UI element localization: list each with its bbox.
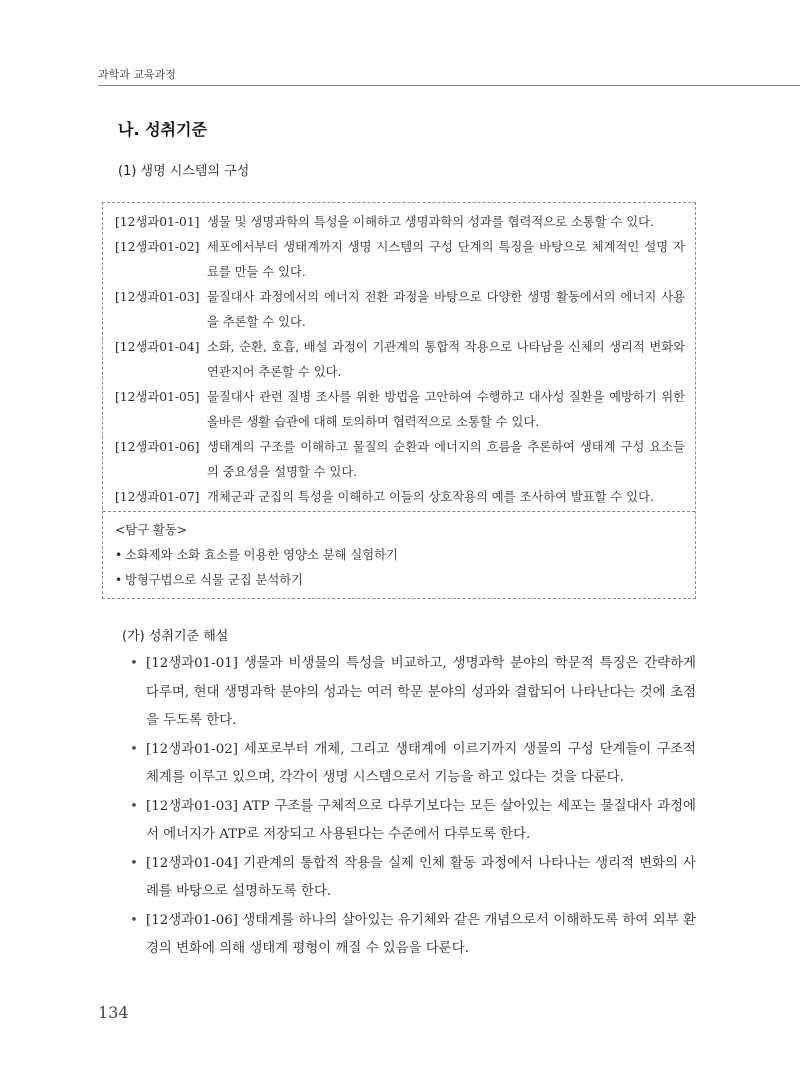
explanation-text: [12생과01-03] ATP 구조를 구체적으로 다루기보다는 모든 살아있는 세포는 물질대사 과정에서 에너지가 ATP로 저장되고 사용된다는 수준에서 다루도록 한다.: [146, 798, 696, 842]
inquiry-activities: [115, 518, 685, 593]
standard-item: [115, 235, 685, 285]
explanation-text: [12생과01-06] 생태계를 하나의 살아있는 유기체와 같은 개념으로서 이해하도록 하여 외부 환경의 변화에 의해 생태계 평형이 깨질 수 있음을 다룬다.: [146, 912, 696, 956]
bullet-icon: •: [130, 741, 138, 757]
explanation-item: [130, 650, 696, 736]
standard-code: [12생과01-01]: [115, 215, 200, 229]
standard-text: 생태계의 구조를 이해하고 물질의 순환과 에너지의 흐름을 추론하여 생태계 구성 요소들의 중요성을 설명할 수 있다.: [207, 440, 685, 479]
standard-item: [115, 285, 685, 335]
explanation-text: [12생과01-01] 생물과 비생물의 특성을 비교하고, 생명과학 분야의 학문적 특징은 간략하게 다루며, 현대 생명과학 분야의 성과는 여러 학문 분야의 성과와 결합되어 나타난다는 것에 초점을 두도록 한다.: [146, 656, 696, 728]
bullet-icon: •: [115, 548, 123, 562]
bullet-icon: •: [130, 912, 138, 928]
standard-item: [115, 385, 685, 435]
inquiry-title: <탐구 활동>: [115, 523, 188, 537]
standard-text: 세포에서부터 생태계까지 생명 시스템의 구성 단계의 특징을 바탕으로 체계적인 설명 자료를 만들 수 있다.: [207, 240, 685, 279]
explanation-list: [130, 650, 696, 964]
standard-item: [115, 485, 685, 510]
bullet-icon: •: [130, 656, 138, 671]
standard-text: 생물 및 생명과학의 특성을 이해하고 생명과학의 성과를 협력적으로 소통할 수 있다.: [207, 215, 654, 229]
standard-code: [12생과01-06]: [115, 440, 200, 454]
subsection-title: (1) 생명 시스템의 구성: [118, 164, 250, 179]
standard-code: [12생과01-03]: [115, 290, 200, 304]
inquiry-divider: [103, 511, 695, 512]
standard-code: [12생과01-02]: [115, 240, 200, 254]
explanation-text: [12생과01-04] 기관계의 통합적 작용을 실제 인체 활동 과정에서 나타나는 생리적 변화의 사례를 바탕으로 설명하도록 한다.: [146, 855, 696, 899]
inquiry-item-text: 소화제와 소화 효소를 이용한 영양소 분해 실험하기: [125, 548, 398, 562]
explanation-item: [130, 736, 696, 793]
running-header: 과학과 교육과정: [98, 68, 176, 81]
explanation-item: [130, 850, 696, 907]
standard-text: 물질대사 관련 질병 조사를 위한 방법을 고안하여 수행하고 대사성 질환을 예방하기 위한 올바른 생활 습관에 대해 토의하며 협력적으로 소통할 수 있다.: [207, 390, 685, 429]
header-divider: [98, 85, 800, 86]
bullet-icon: •: [130, 855, 138, 871]
standard-item: [115, 210, 685, 235]
inquiry-item: [115, 568, 685, 593]
page-number: 134: [98, 1003, 129, 1022]
bullet-icon: •: [115, 573, 123, 587]
explanation-text: [12생과01-02] 세포로부터 개체, 그리고 생태계에 이르기까지 생물의 구성 단계들이 구조적 체계를 이루고 있으며, 각각이 생명 시스템으로서 기능을 하고 있다는 것을 다룬다.: [146, 741, 696, 785]
bullet-icon: •: [130, 798, 138, 814]
section-title: 나. 성취기준: [118, 120, 207, 139]
standard-text: 소화, 순환, 호흡, 배설 과정이 기관계의 통합적 작용으로 나타남을 신체의 생리적 변화와 연관지어 추론할 수 있다.: [207, 340, 685, 379]
achievement-standards-box: [102, 202, 696, 599]
explanation-heading: (가) 성취기준 해설: [122, 629, 229, 644]
explanation-item: [130, 907, 696, 964]
standard-text: 물질대사 과정에서의 에너지 전환 과정을 바탕으로 다양한 생명 활동에서의 에너지 사용을 추론할 수 있다.: [207, 290, 685, 329]
standard-code: [12생과01-05]: [115, 390, 200, 404]
explanation-item: [130, 793, 696, 850]
standard-code: [12생과01-04]: [115, 340, 200, 354]
standard-code: [12생과01-07]: [115, 490, 200, 504]
standards-list: [115, 210, 685, 510]
standard-text: 개체군과 군집의 특성을 이해하고 이들의 상호작용의 예를 조사하여 발표할 수 있다.: [207, 490, 654, 504]
inquiry-item: [115, 543, 685, 568]
standard-item: [115, 335, 685, 385]
standard-item: [115, 435, 685, 485]
inquiry-item-text: 방형구법으로 식물 군집 분석하기: [125, 573, 304, 587]
